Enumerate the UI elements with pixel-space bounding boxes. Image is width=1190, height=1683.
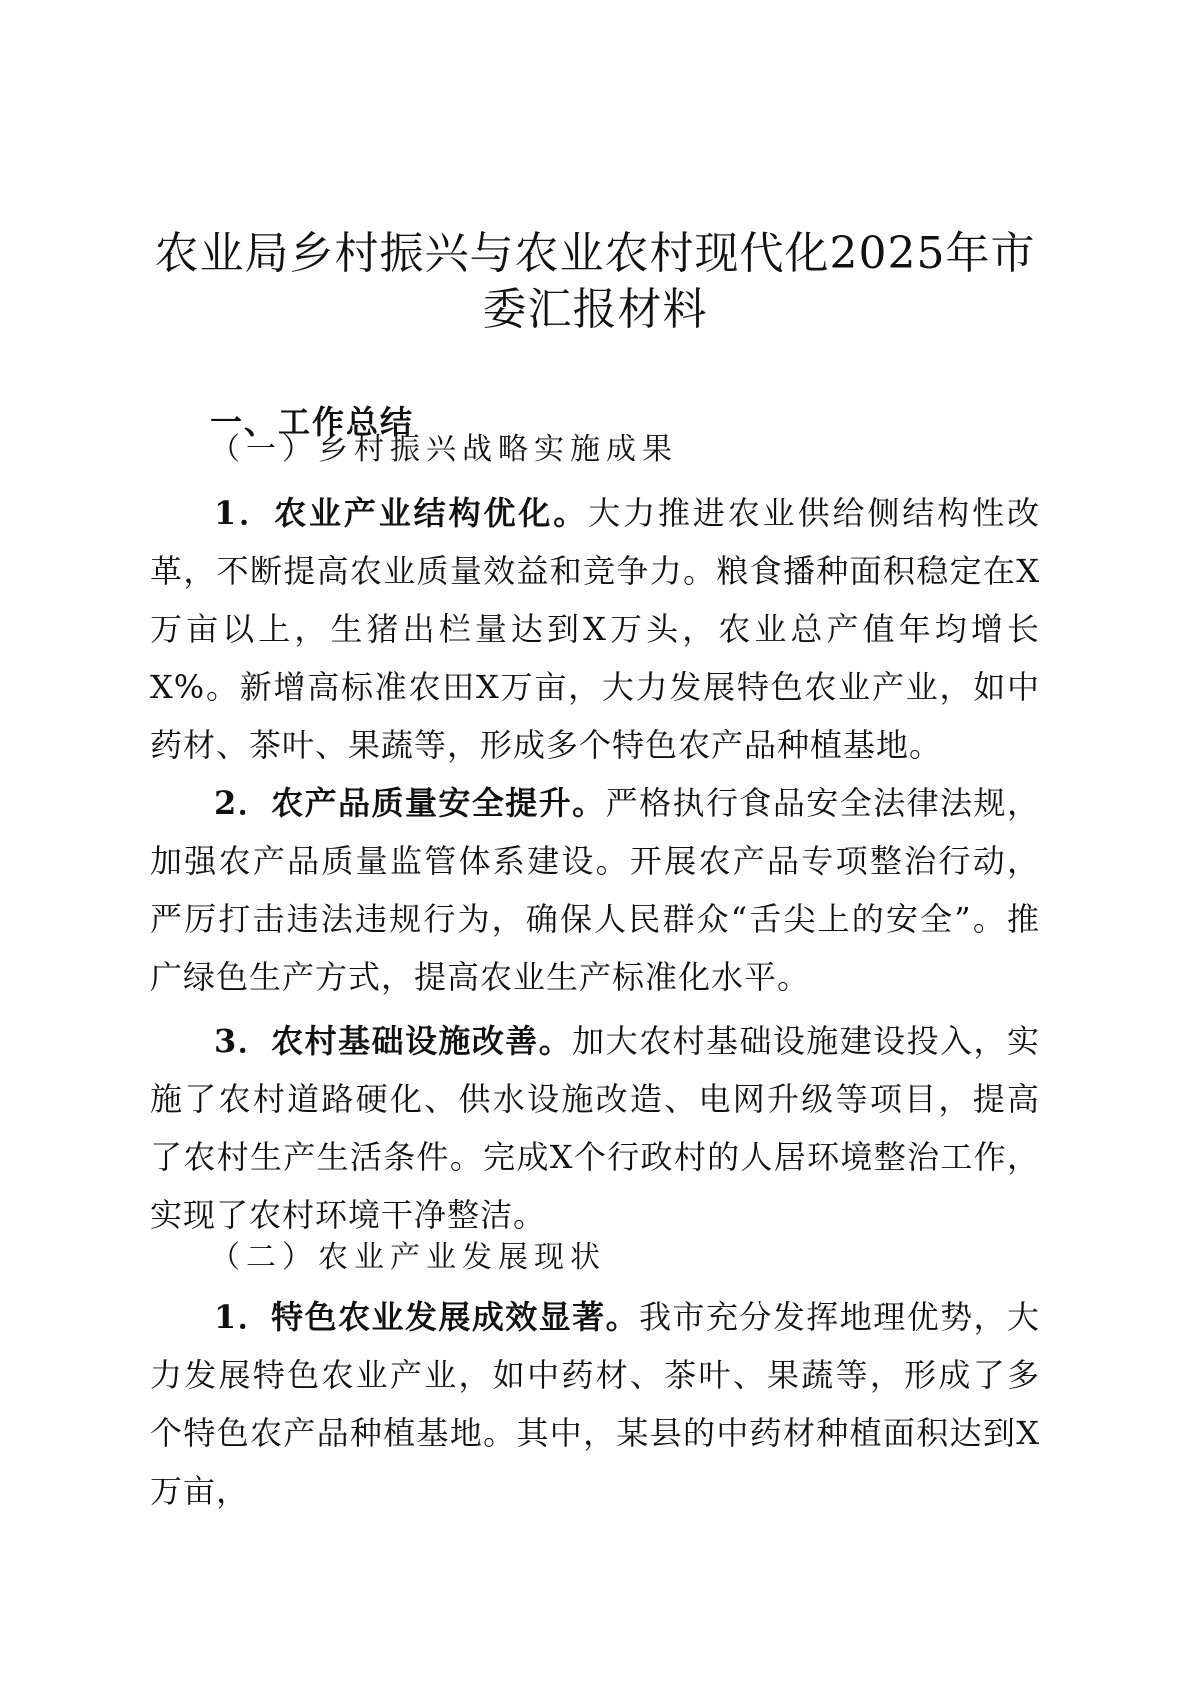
paragraph-text: 大力推进农业供给侧结构性改革，不断提高农业质量效益和竞争力。粮食播种面积稳定在X万亩以上，生猪出栏量达到X万头，农业总产值年均增长X%。新增高标准农田X万亩，大力发展特色农业产业，如中药材、茶叶、果蔬等，形成多个特色农产品种植基地。 (150, 494, 1040, 764)
paragraph-specialty-agriculture (150, 1288, 1040, 1520)
section-heading-work-summary: 一、工作总结 (210, 403, 415, 441)
paragraph-lead: 3．农村基础设施改善。 (214, 1022, 573, 1060)
paragraph-text: 加大农村基础设施建设投入，实施了农村道路硬化、供水设施改造、电网升级等项目，提高了农村生产生活条件。完成X个行政村的人居环境整治工作，实现了农村环境干净整洁。 (150, 1022, 1040, 1234)
document-title: 农业局乡村振兴与农业农村现代化2025年市委汇报材料 (154, 228, 1036, 335)
paragraph-lead: 1．农业产业结构优化。 (214, 494, 589, 532)
paragraph-industry-structure (150, 484, 1040, 774)
paragraph-text: 严格执行食品安全法律法规，加强农产品质量监管体系建设。开展农产品专项整治行动，严厉打击违法违规行为，确保人民群众“舌尖上的安全”。推广绿色生产方式，提高农业生产标准化水平。 (150, 784, 1040, 996)
paragraph-lead: 2．农产品质量安全提升。 (214, 784, 606, 822)
paragraph-infrastructure (150, 1012, 1040, 1244)
paragraph-lead: 1．特色农业发展成效显著。 (214, 1298, 640, 1336)
subsection-heading-industry-status: （二）农业产业发展现状 (210, 1240, 606, 1275)
paragraph-text: 我市充分发挥地理优势，大力发展特色农业产业，如中药材、茶叶、果蔬等，形成了多个特色农产品种植基地。其中，某县的中药材种植面积达到X万亩， (150, 1298, 1040, 1510)
paragraph-quality-safety (150, 774, 1040, 1006)
subsection-heading-rural-revitalization: （一）乡村振兴战略实施成果 (210, 432, 678, 467)
